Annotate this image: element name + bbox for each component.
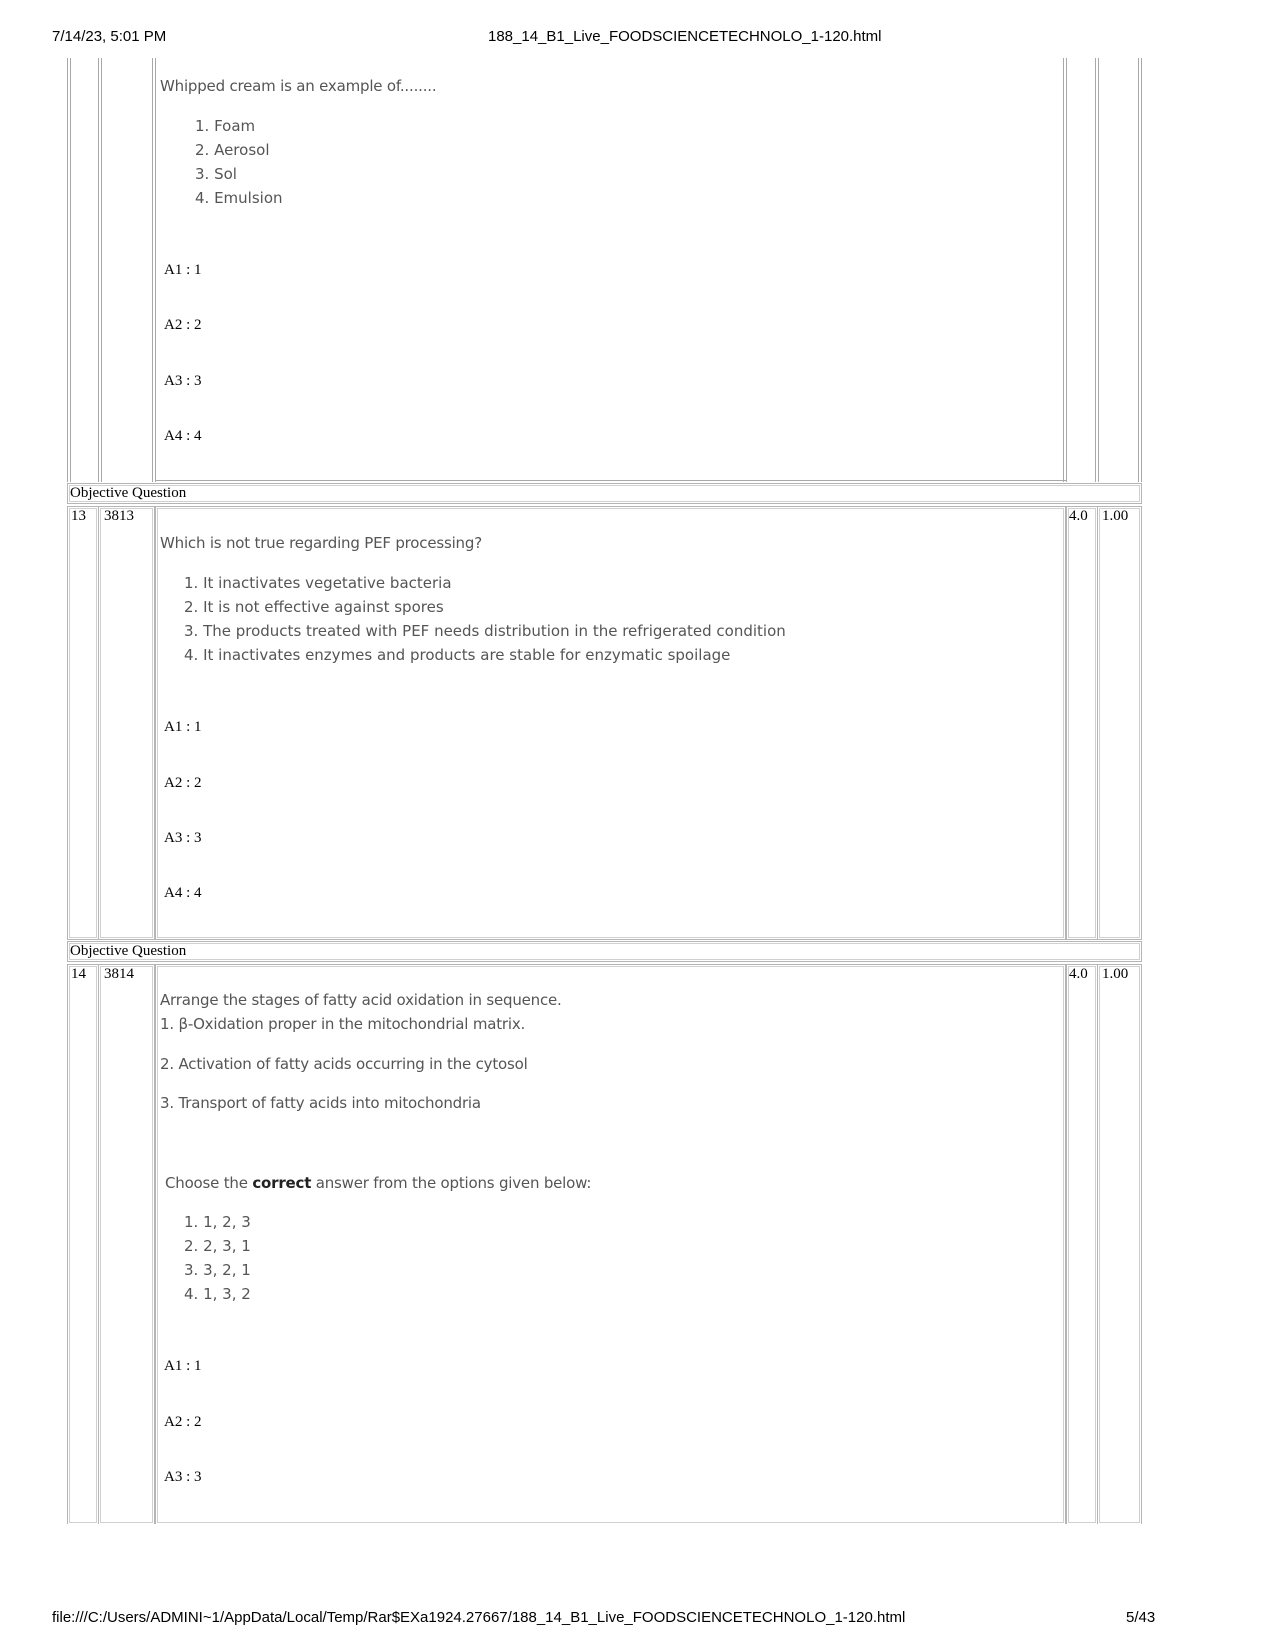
question-marks: 4.0	[1069, 966, 1088, 982]
print-datetime: 7/14/23, 5:01 PM	[52, 28, 167, 45]
cell-number	[67, 964, 99, 1524]
option: 1. It inactivates vegetative bacteria	[184, 574, 452, 592]
question-type-label: Objective Question	[70, 943, 187, 959]
answer-option: A3 : 3	[164, 1469, 202, 1485]
instruction-emphasis: correct	[252, 1174, 312, 1192]
choose-instruction	[165, 1174, 591, 1192]
question-type-row	[67, 483, 1142, 504]
question-id: 3813	[104, 508, 134, 524]
table-border	[1098, 58, 1099, 482]
question-text: Arrange the stages of fatty acid oxidation in sequence.	[160, 991, 562, 1009]
stage-item: 1. β-Oxidation proper in the mitochondrial matrix.	[160, 1015, 526, 1033]
cell-marks	[1066, 506, 1098, 940]
answer-option: A1 : 1	[164, 262, 202, 278]
cell-id	[98, 506, 155, 940]
option: 2. 2, 3, 1	[184, 1237, 251, 1255]
answer-option: A1 : 1	[164, 1358, 202, 1374]
question-id: 3814	[104, 966, 134, 982]
option: 3. The products treated with PEF needs distribution in the refrigerated condition	[184, 622, 786, 640]
cell-content	[155, 964, 1066, 1524]
option: 3. 3, 2, 1	[184, 1261, 251, 1279]
table-border	[70, 58, 71, 482]
question-text: Which is not true regarding PEF processing?	[160, 534, 482, 552]
table-border	[67, 58, 68, 482]
answer-option: A3 : 3	[164, 830, 202, 846]
option: 4. It inactivates enzymes and products are stable for enzymatic spoilage	[184, 646, 731, 664]
table-border	[98, 58, 99, 482]
answer-option: A4 : 4	[164, 885, 202, 901]
negative-marks: 1.00	[1102, 966, 1129, 982]
cell-content	[155, 506, 1066, 940]
answer-option: A1 : 1	[164, 719, 202, 735]
stage-item: 2. Activation of fatty acids occurring in the cytosol	[160, 1055, 528, 1073]
print-page-number: 5/43	[1126, 1609, 1156, 1626]
print-file-path: file:///C:/Users/ADMINI~1/AppData/Local/Temp/Rar$EXa1924.27667/188_14_B1_Live_FOODSCIENCETECHNOLO_1-120.html	[52, 1609, 906, 1626]
answer-option: A2 : 2	[164, 775, 202, 791]
table-border	[1095, 58, 1096, 482]
table-border	[1141, 58, 1142, 482]
answer-option: A2 : 2	[164, 317, 202, 333]
answer-option: A4 : 4	[164, 428, 202, 444]
table-border	[1066, 58, 1067, 482]
print-title: 188_14_B1_Live_FOODSCIENCETECHNOLO_1-120.html	[488, 28, 882, 45]
answer-option: A2 : 2	[164, 1414, 202, 1430]
question-type-label: Objective Question	[70, 485, 187, 501]
table-border	[155, 58, 156, 482]
cell-negative	[1097, 964, 1142, 1524]
answer-option: A3 : 3	[164, 373, 202, 389]
question-text: Whipped cream is an example of........	[160, 77, 437, 95]
option: 4. Emulsion	[195, 189, 283, 207]
cell-negative	[1097, 506, 1142, 940]
option: 3. Sol	[195, 165, 237, 183]
option: 2. Aerosol	[195, 141, 270, 159]
question-number: 13	[71, 508, 86, 524]
option: 1. Foam	[195, 117, 256, 135]
table-border	[152, 58, 153, 482]
cell-marks	[1066, 964, 1098, 1524]
option: 4. 1, 3, 2	[184, 1285, 251, 1303]
instruction-text: answer from the options given below:	[311, 1174, 592, 1192]
question-marks: 4.0	[1069, 508, 1088, 524]
cell-id	[98, 964, 155, 1524]
question-type-row	[67, 941, 1142, 962]
table-border	[1063, 58, 1064, 482]
negative-marks: 1.00	[1102, 508, 1129, 524]
option: 2. It is not effective against spores	[184, 598, 444, 616]
stage-item: 3. Transport of fatty acids into mitochondria	[160, 1094, 481, 1112]
cell-bottom	[155, 480, 1066, 481]
question-number: 14	[71, 966, 86, 982]
cell-number	[67, 506, 99, 940]
table-border	[101, 58, 102, 482]
instruction-text: Choose the	[165, 1174, 253, 1192]
table-border	[1138, 58, 1139, 482]
option: 1. 1, 2, 3	[184, 1213, 251, 1231]
